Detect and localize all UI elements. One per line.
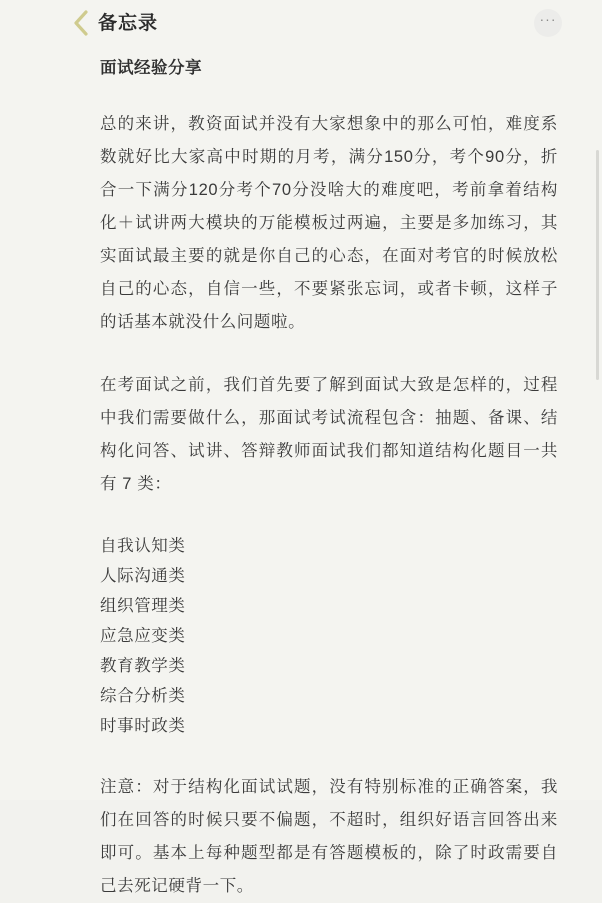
list-item: 教育教学类	[100, 657, 186, 675]
list-item: 应急应变类	[100, 627, 186, 645]
app-header	[0, 0, 602, 46]
chevron-left-icon	[72, 10, 90, 36]
back-button[interactable]	[72, 10, 98, 36]
list-item: 人际沟通类	[100, 567, 186, 585]
list-item: 综合分析类	[100, 687, 186, 705]
note-title: 面试经验分享	[100, 59, 202, 77]
note-paragraph-2: 在考面试之前，我们首先要了解到面试大致是怎样的，过程中我们需要做什么，那面试考试流程包含：抽题、备课、结构化问答、试讲、答辩教师面试我们都知道结构化题目一共有 7 类：	[100, 376, 558, 493]
list-item: 自我认知类	[100, 537, 186, 555]
list-item: 组织管理类	[100, 597, 186, 615]
note-content	[0, 46, 602, 903]
list-item: 时事时政类	[100, 717, 186, 735]
note-paragraph-3: 注意：对于结构化面试试题，没有特别标准的正确答案，我们在回答的时候只要不偏题，不超时，组织好语言回答出来即可。基本上每种题型都是有答题模板的，除了时政需要自己去死记硬背一下。	[100, 778, 558, 895]
vertical-scrollbar[interactable]	[596, 150, 599, 380]
note-paragraph-1: 总的来讲，教资面试并没有大家想象中的那么可怕，难度系数就好比大家高中时期的月考，满分150分，考个90分，折合一下满分120分考个70分没啥大的难度吧，考前拿着结构化＋试讲两大模块的万能模板过两遍，主要是多加练习，其实面试最主要的就是你自己的心态，在面对考官的时候放松自己的心态，自信一些，不要紧张忘词，或者卡顿，这样子的话基本就没什么问题啦。	[100, 115, 558, 331]
more-horizontal-icon: ···	[539, 11, 557, 27]
page-title: 备忘录	[98, 12, 159, 34]
category-list	[100, 531, 558, 741]
more-options-button[interactable]	[534, 9, 562, 37]
